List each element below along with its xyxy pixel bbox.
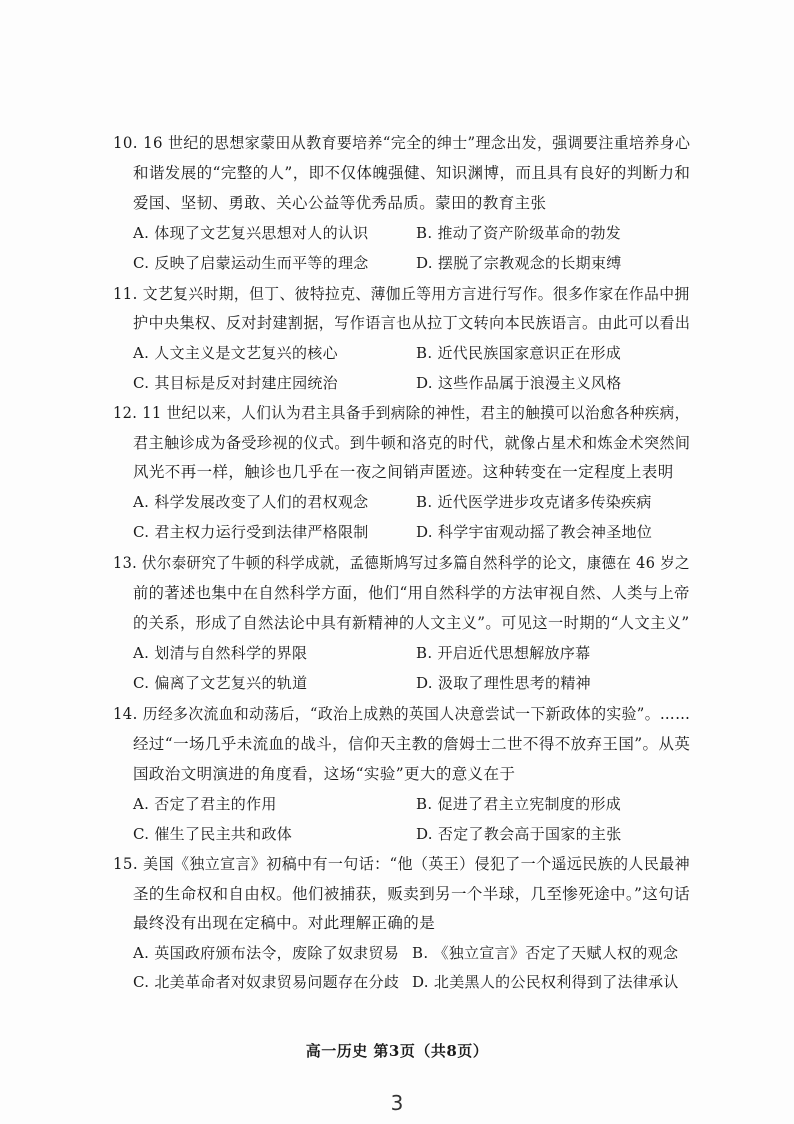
page-number: 3 [390, 1091, 404, 1115]
q15-option-c: C. 北美革命者对奴隶贸易问题存在分歧 [133, 973, 400, 991]
q12-option-d: D. 科学宇宙观动摇了教会神圣地位 [416, 523, 653, 541]
q13-option-d: D. 汲取了理性思考的精神 [416, 674, 591, 692]
q11-option-d: D. 这些作品属于浪漫主义风格 [416, 374, 622, 392]
q10-option-a: A. 体现了文艺复兴思想对人的认识 [133, 224, 369, 242]
q15-line-3: 最终没有出现在定稿中。对此理解正确的是 [133, 914, 436, 932]
q14-option-b: B. 促进了君主立宪制度的形成 [416, 795, 622, 813]
q12-option-b: B. 近代医学进步攻克诸多传染疾病 [416, 493, 652, 511]
q14-line-3: 国政治文明演进的角度看，这场“实验”更大的意义在于 [133, 765, 516, 783]
q11-option-b: B. 近代民族国家意识正在形成 [416, 344, 622, 362]
q11-line-1: 11. 文艺复兴时期，但丁、彼特拉克、薄伽丘等用方言进行写作。很多作家在作品中拥 [113, 285, 690, 303]
q13-line-2: 前的著述也集中在自然科学方面，他们“用自然科学的方法审视自然、人类与上帝 [133, 584, 690, 602]
q14-option-d: D. 否定了教会高于国家的主张 [416, 825, 622, 843]
q10-option-b: B. 推动了资产阶级革命的勃发 [416, 224, 622, 242]
q10-line-3: 爱国、坚韧、勇敢、关心公益等优秀品质。蒙田的教育主张 [133, 194, 547, 212]
q13-option-a: A. 划清与自然科学的界限 [133, 644, 308, 662]
q15-line-2: 圣的生命权和自由权。他们被捕获，贩卖到另一个半球，几至惨死途中。”这句话 [133, 885, 691, 903]
q12-line-2: 君主触诊成为备受珍视的仪式。到牛顿和洛克的时代，就像占星术和炼金术突然间 [133, 434, 691, 452]
q13-option-c: C. 偏离了文艺复兴的轨道 [133, 674, 308, 692]
q15-line-1: 15. 美国《独立宣言》初稿中有一句话：“他（英王）侵犯了一个遥远民族的人民最神 [113, 855, 691, 873]
q13-line-3: 的关系，形成了自然法论中具有新精神的人文主义”。可见这一时期的“人文主义” [133, 614, 690, 632]
q15-option-a: A. 英国政府颁布法令，废除了奴隶贸易 [133, 944, 400, 962]
q13-option-b: B. 开启近代思想解放序幕 [416, 644, 591, 662]
q14-line-2: 经过“一场几乎未流血的战斗，信仰天主教的詹姆士二世不得不放弃王国”。从英 [133, 735, 691, 753]
q12-option-a: A. 科学发展改变了人们的君权观念 [133, 493, 369, 511]
q12-line-3: 风光不再一样，触诊也几乎在一夜之间销声匿迹。这种转变在一定程度上表明 [133, 463, 674, 481]
q11-option-a: A. 人文主义是文艺复兴的核心 [133, 344, 338, 362]
q10-line-1: 10. 16 世纪的思想家蒙田从教育要培养“完全的绅士”理念出发，强调要注重培养身心 [113, 134, 691, 152]
page-footer: 高一历史 第3页（共8页） [305, 1042, 489, 1060]
q14-option-c: C. 催生了民主共和政体 [133, 825, 293, 843]
q10-option-c: C. 反映了启蒙运动生而平等的理念 [133, 254, 369, 272]
q13-line-1: 13. 伏尔泰研究了牛顿的科学成就，孟德斯鸠写过多篇自然科学的论文，康德在 46 岁之 [113, 554, 690, 572]
q15-option-b: B. 《独立宣言》否定了天赋人权的观念 [412, 944, 679, 962]
q14-line-1: 14. 历经多次流血和动荡后，“政治上成熟的英国人决意尝试一下新政体的实验”。…… [113, 705, 691, 723]
q11-option-c: C. 其目标是反对封建庄园统治 [133, 374, 338, 392]
q11-line-2: 护中央集权、反对封建割据，写作语言也从拉丁文转向本民族语言。由此可以看出 [133, 314, 691, 332]
q12-line-1: 12. 11 世纪以来，人们认为君主具备手到病除的神性，君主的触摸可以治愈各种疾病， [113, 404, 690, 422]
q15-option-d: D. 北美黑人的公民权利得到了法律承认 [412, 973, 679, 991]
q10-option-d: D. 摆脱了宗教观念的长期束缚 [416, 254, 622, 272]
q12-option-c: C. 君主权力运行受到法律严格限制 [133, 523, 369, 541]
q14-option-a: A. 否定了君主的作用 [133, 795, 277, 813]
q10-line-2: 和谐发展的“完整的人”，即不仅体魄强健、知识渊博，而且具有良好的判断力和 [133, 164, 691, 182]
